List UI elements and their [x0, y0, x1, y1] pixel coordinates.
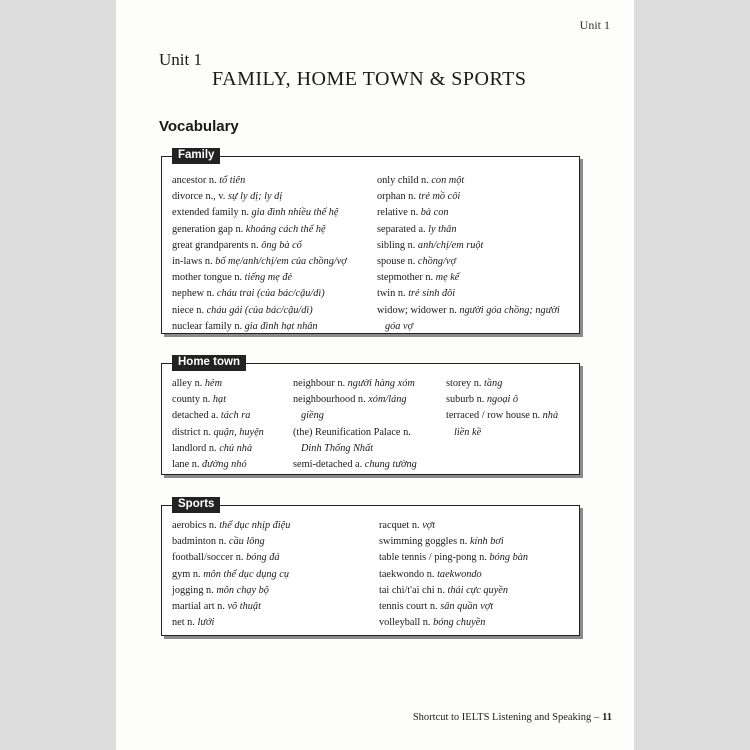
vocab-term: stepmother n. — [377, 272, 434, 284]
vocab-entry — [172, 408, 264, 424]
vocab-definition: bóng đá — [246, 552, 280, 564]
vocab-term: in-laws n. — [172, 256, 213, 268]
vocab-entry — [293, 408, 417, 424]
vocab-definition: gia đình nhiều thế hệ — [251, 207, 339, 219]
vocab-term: spouse n. — [377, 256, 416, 268]
vocab-definition: tách ra — [220, 410, 251, 422]
vocab-definition: chủ nhà — [219, 442, 253, 454]
vocab-term: ancestor n. — [172, 175, 217, 186]
vocab-definition: bóng bàn — [489, 552, 529, 564]
vocab-entry — [293, 392, 417, 408]
vocab-entry — [377, 189, 560, 205]
vocab-definition: bà con — [420, 207, 449, 219]
vocab-definition: ly thân — [428, 223, 457, 235]
vocab-entry — [446, 376, 558, 392]
vocab-definition: hẻm — [204, 378, 223, 389]
vocab-entry — [172, 599, 290, 615]
vocab-term: swimming goggles n. — [379, 536, 468, 548]
vocab-definition: ông bà cố — [261, 239, 302, 251]
vocab-term: badminton n. — [172, 536, 227, 548]
vocab-definition: đường nhỏ — [202, 459, 247, 471]
vocab-definition: Dinh Thống Nhất — [301, 442, 374, 454]
vocab-entry — [172, 270, 347, 286]
hometown-column-3 — [446, 376, 558, 441]
vocab-entry — [377, 270, 560, 286]
vocab-definition: kính bơi — [469, 536, 504, 548]
vocab-definition: môn thể dục dụng cụ — [203, 568, 289, 580]
page-number: 11 — [602, 712, 612, 723]
vocab-definition: mẹ kế — [435, 272, 460, 284]
vocab-term: district n. — [172, 426, 211, 438]
vocab-entry — [293, 441, 417, 457]
vocab-definition: lưới — [197, 617, 215, 629]
unit-label: Unit 1 — [159, 50, 202, 69]
vocab-term: great grandparents n. — [172, 239, 259, 251]
vocab-definition: môn chạy bộ — [216, 584, 269, 596]
vocab-entry — [172, 286, 347, 302]
vocab-term: net n. — [172, 617, 195, 629]
vocab-definition: vợt — [422, 520, 436, 531]
vocab-term: tai chi/t'ai chi n. — [379, 584, 445, 596]
vocab-entry — [172, 441, 264, 457]
vocab-entry — [446, 408, 558, 424]
left-margin-background — [0, 0, 116, 750]
vocab-definition: người hàng xóm — [347, 378, 415, 389]
vocab-definition: thể dục nhịp điệu — [219, 520, 291, 531]
family-vocabulary-box — [161, 149, 580, 334]
vocab-term: widow; widower n. — [377, 304, 457, 316]
vocab-entry — [377, 254, 560, 270]
sports-column-1 — [172, 518, 290, 631]
vocab-entry — [446, 425, 558, 441]
vocab-entry — [172, 567, 290, 583]
vocab-definition: giềng — [301, 410, 324, 422]
vocab-entry — [377, 173, 560, 189]
vocab-term: martial art n. — [172, 601, 225, 613]
vocab-entry — [377, 286, 560, 302]
vocab-term: (the) Reunification Palace n. — [293, 426, 411, 438]
vocab-term: only child n. — [377, 175, 429, 186]
vocab-entry — [172, 173, 347, 189]
running-head: Unit 1 — [579, 18, 610, 32]
vocab-definition: liền kề — [454, 426, 482, 438]
vocab-definition: người góa chồng; người — [459, 304, 560, 316]
vocab-entry — [172, 392, 264, 408]
vocab-term: twin n. — [377, 288, 406, 300]
vocab-definition: võ thuật — [227, 601, 261, 613]
vocab-term: relative n. — [377, 207, 419, 219]
vocab-entry — [379, 583, 528, 599]
vocab-definition: sân quần vợt — [440, 601, 494, 613]
vocab-entry — [172, 550, 290, 566]
vocab-entry — [379, 599, 528, 615]
vocab-entry — [377, 319, 560, 335]
vocab-definition: thái cực quyền — [447, 584, 508, 596]
vocab-entry — [172, 457, 264, 473]
vocab-entry — [172, 222, 347, 238]
section-heading-vocabulary: Vocabulary — [159, 118, 239, 135]
vocab-term: taekwondo n. — [379, 568, 435, 580]
hometown-tag: Home town — [172, 355, 246, 371]
vocab-entry — [172, 238, 347, 254]
vocab-entry — [172, 303, 347, 319]
vocab-entry — [293, 376, 417, 392]
vocab-definition: bố mẹ/anh/chị/em của chồng/vợ — [215, 256, 347, 268]
vocab-entry — [379, 615, 528, 631]
vocab-term: neighbour n. — [293, 378, 346, 389]
page-footer — [413, 712, 612, 723]
unit-title: FAMILY, HOME TOWN & SPORTS — [212, 68, 527, 90]
hometown-column-1 — [172, 376, 264, 473]
vocab-term: jogging n. — [172, 584, 214, 596]
vocab-definition: xóm/láng — [368, 394, 407, 406]
vocab-definition: tổ tiên — [219, 175, 246, 186]
vocab-term: tennis court n. — [379, 601, 438, 613]
vocab-entry — [172, 376, 264, 392]
book-page — [116, 0, 634, 750]
vocab-term: nephew n. — [172, 288, 215, 300]
vocab-term: storey n. — [446, 378, 482, 389]
hometown-column-2 — [293, 376, 417, 473]
vocab-entry — [293, 457, 417, 473]
family-column-1 — [172, 173, 347, 335]
vocab-definition: góa vợ — [385, 320, 414, 332]
vocab-definition: chồng/vợ — [417, 256, 456, 268]
vocab-entry — [172, 189, 347, 205]
vocab-definition: bóng chuyền — [433, 617, 486, 629]
vocab-entry — [293, 425, 417, 441]
vocab-definition: tầng — [484, 378, 503, 389]
vocab-term: niece n. — [172, 304, 205, 316]
vocab-term: orphan n. — [377, 191, 416, 203]
vocab-definition: quận, huyện — [213, 426, 264, 438]
vocab-definition: gia đình hạt nhân — [244, 320, 318, 332]
vocab-entry — [377, 303, 560, 319]
vocab-entry — [172, 518, 290, 534]
vocab-entry — [172, 583, 290, 599]
vocab-entry — [172, 254, 347, 270]
vocab-entry — [379, 567, 528, 583]
vocab-entry — [379, 550, 528, 566]
vocab-definition: khoảng cách thế hệ — [245, 223, 326, 235]
vocab-term: gym n. — [172, 568, 201, 580]
vocab-term: semi-detached a. — [293, 459, 363, 471]
vocab-term: mother tongue n. — [172, 272, 243, 284]
family-column-2 — [377, 173, 560, 335]
vocab-term: generation gap n. — [172, 223, 244, 235]
vocab-term: football/soccer n. — [172, 552, 244, 564]
vocab-definition: cháu gái (của bác/cậu/dì) — [206, 304, 313, 316]
vocab-definition: taekwondo — [437, 568, 482, 580]
vocab-definition: anh/chị/em ruột — [417, 239, 484, 251]
vocab-entry — [172, 205, 347, 221]
vocab-term: alley n. — [172, 378, 203, 389]
vocab-entry — [172, 615, 290, 631]
vocab-entry — [446, 392, 558, 408]
vocab-term: extended family n. — [172, 207, 249, 219]
vocab-term: aerobics n. — [172, 520, 217, 531]
vocab-term: table tennis / ping-pong n. — [379, 552, 487, 564]
vocab-entry — [172, 425, 264, 441]
vocab-definition: trẻ mồ côi — [418, 191, 461, 203]
vocab-term: terraced / row house n. — [446, 410, 541, 422]
vocab-definition: cầu lông — [228, 536, 265, 548]
vocab-entry — [379, 518, 528, 534]
vocab-definition: ngoại ô — [486, 394, 519, 406]
sports-vocabulary-box — [161, 498, 580, 636]
vocab-term: lane n. — [172, 459, 200, 471]
vocab-definition: con một — [431, 175, 465, 186]
vocab-term: sibling n. — [377, 239, 416, 251]
sports-column-2 — [379, 518, 528, 631]
right-margin-background — [634, 0, 750, 750]
vocab-term: neighbourhood n. — [293, 394, 366, 406]
footer-book-title: Shortcut to IELTS Listening and Speaking – — [412, 712, 600, 723]
vocab-term: separated a. — [377, 223, 426, 235]
vocab-definition: trẻ sinh đôi — [408, 288, 456, 300]
vocab-entry — [172, 534, 290, 550]
vocab-definition: sự ly dị; ly dị — [227, 191, 283, 203]
vocab-entry — [377, 205, 560, 221]
vocab-entry — [377, 238, 560, 254]
vocab-definition: nhà — [542, 410, 559, 422]
vocab-term: volleyball n. — [379, 617, 431, 629]
vocab-term: nuclear family n. — [172, 320, 243, 332]
hometown-vocabulary-box — [161, 356, 580, 475]
vocab-term: suburb n. — [446, 394, 485, 406]
vocab-entry — [172, 319, 347, 335]
vocab-term: racquet n. — [379, 520, 420, 531]
vocab-definition: tiếng mẹ đẻ — [244, 272, 293, 284]
vocab-definition: hạt — [212, 394, 227, 406]
vocab-term: county n. — [172, 394, 211, 406]
vocab-term: detached a. — [172, 410, 219, 422]
family-tag: Family — [172, 148, 220, 164]
vocab-definition: chung tường — [364, 459, 417, 471]
vocab-definition: cháu trai (của bác/cậu/dì) — [216, 288, 325, 300]
vocab-term: landlord n. — [172, 442, 217, 454]
vocab-term: divorce n., v. — [172, 191, 226, 203]
vocab-entry — [379, 534, 528, 550]
vocab-entry — [377, 222, 560, 238]
sports-tag: Sports — [172, 497, 220, 513]
